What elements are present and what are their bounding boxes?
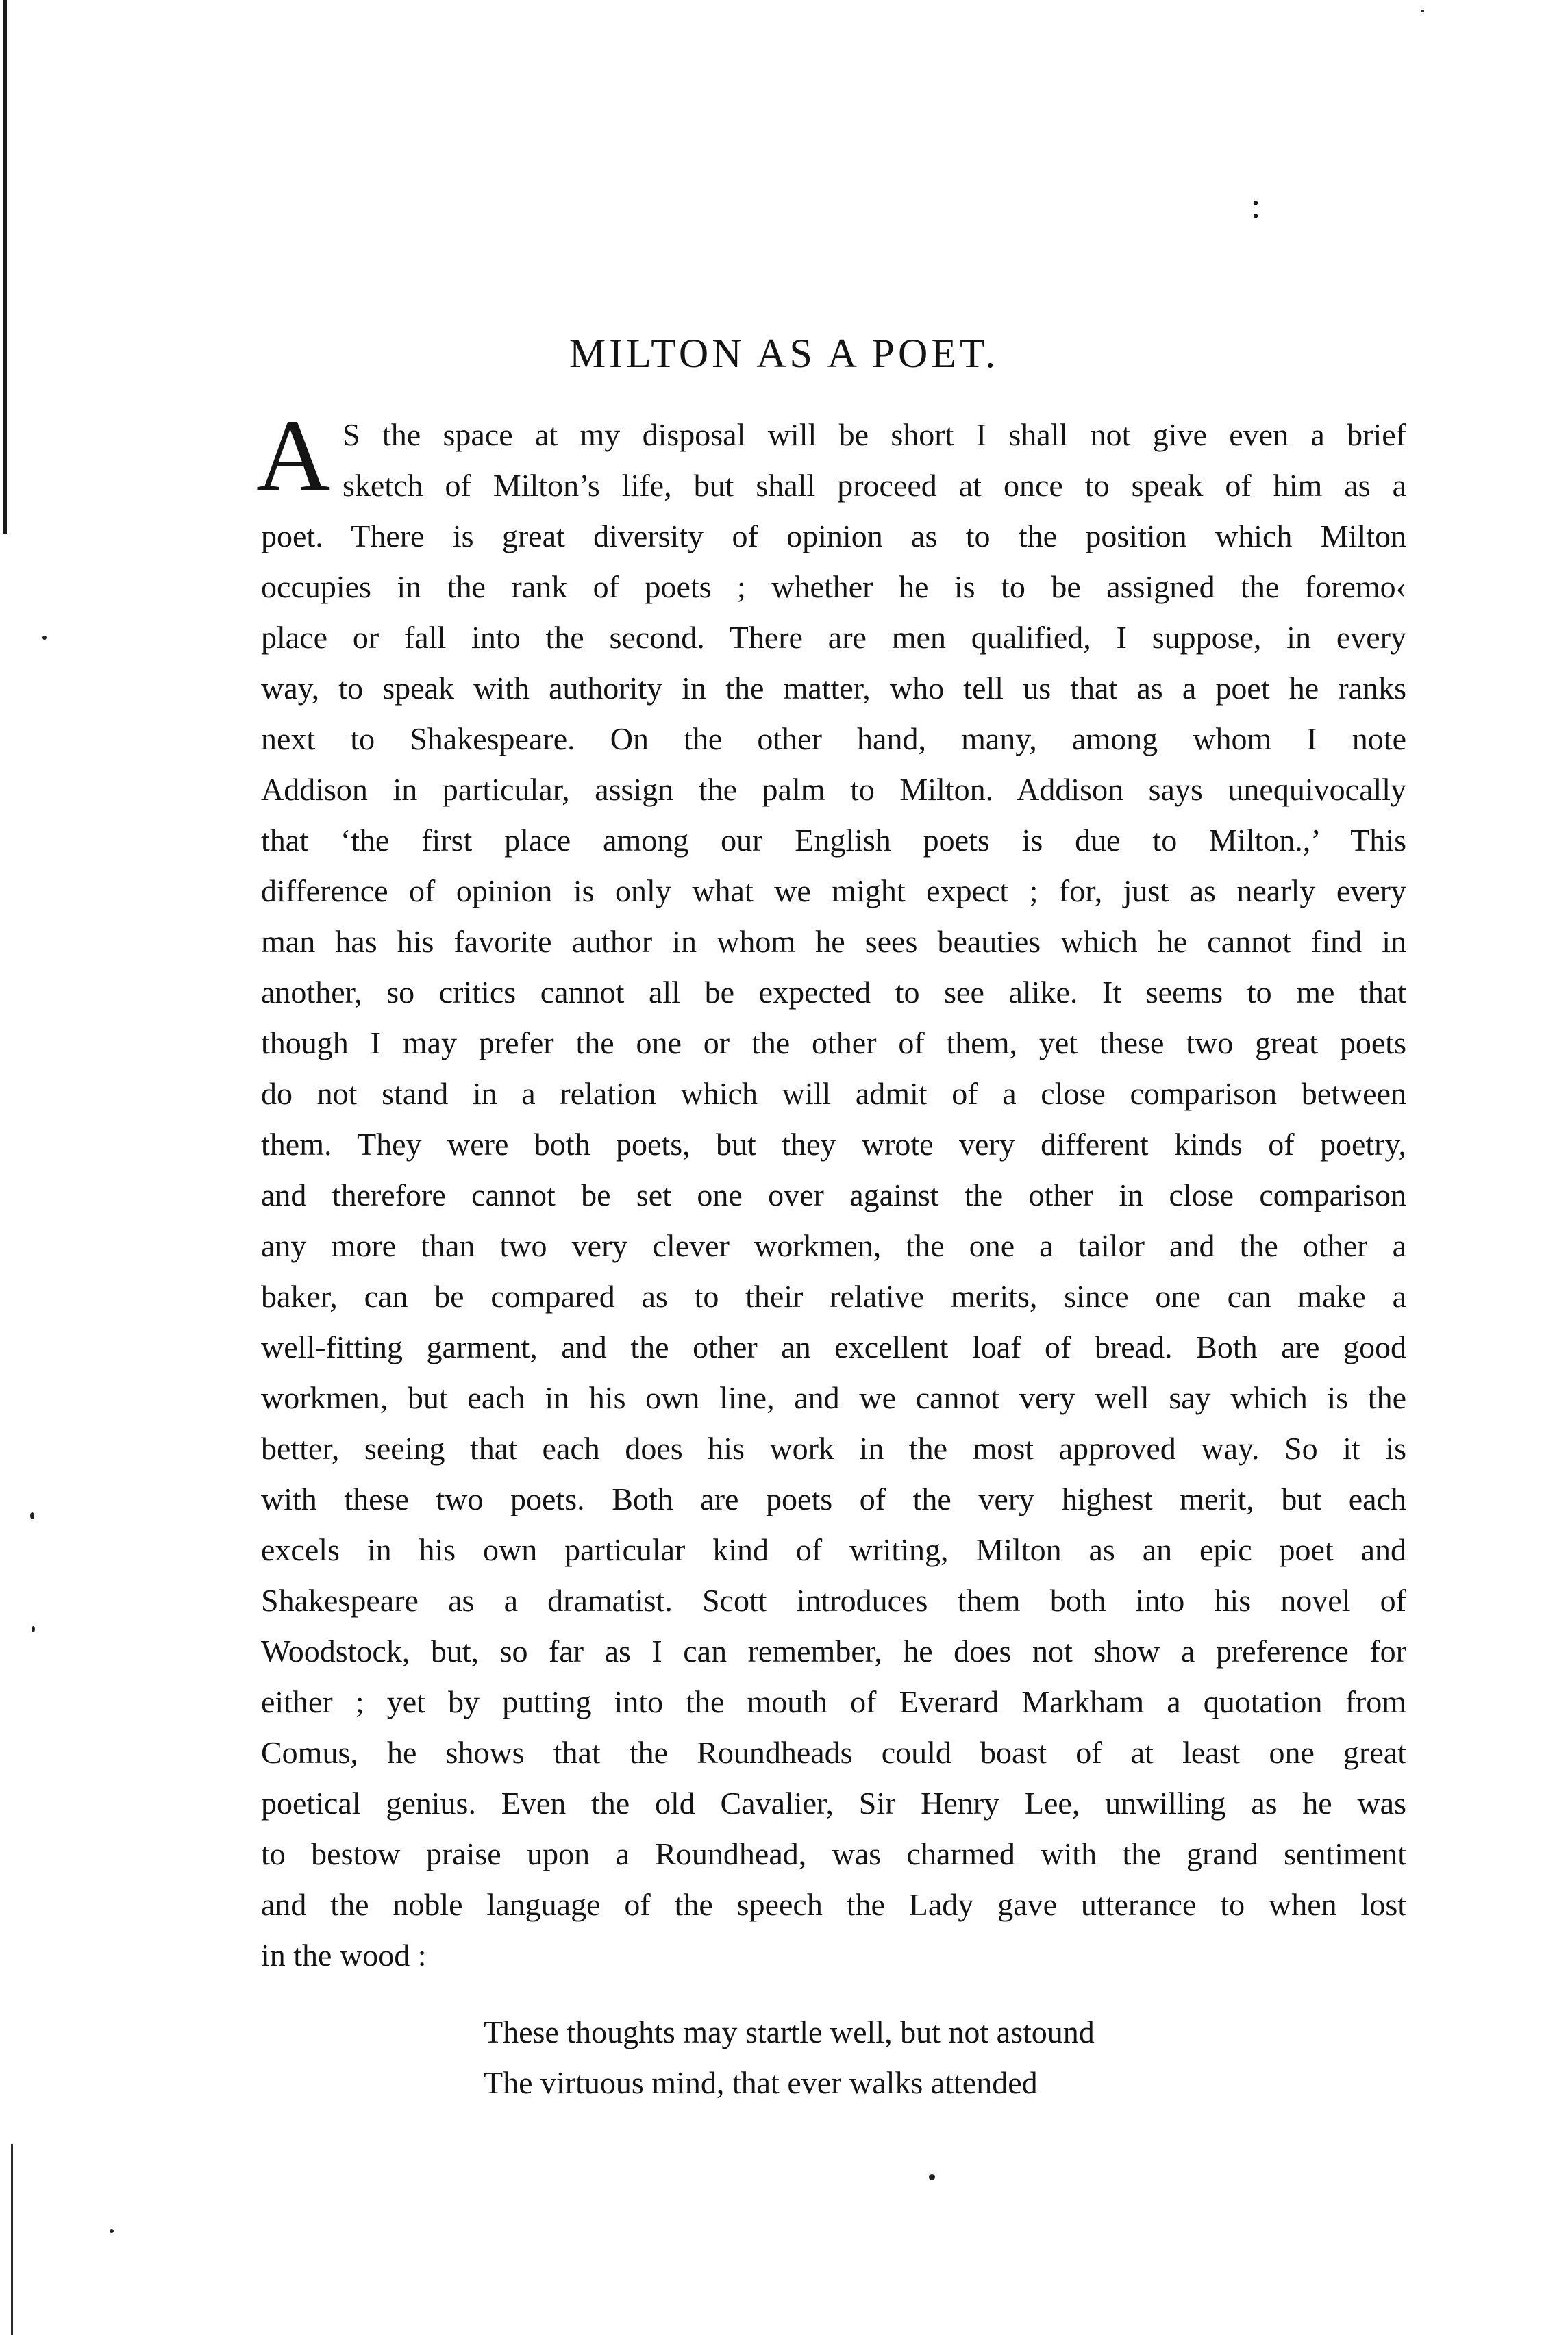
text-line: poet. There is great diversity of opinion as to the position which Milton [261,519,1406,553]
text-line: sketch of Milton’s life, but shall proceed at once to speak of him as a [343,468,1406,503]
text-line: Woodstock, but, so far as I can remember, he does not show a preference for [261,1634,1406,1669]
scan-speck [42,636,47,640]
text-line: and the noble language of the speech the Lady gave utterance to when lost [261,1887,1406,1922]
text-line: well-fitting garment, and the other an excellent loaf of bread. Both are good [261,1329,1406,1364]
scan-speck [929,2174,935,2180]
text-line: another, so critics cannot all be expected to see alike. It seems to me that [261,975,1406,1010]
text-line: occupies in the rank of poets ; whether he is to be assigned the foremo‹ [261,569,1406,604]
text-line: next to Shakespeare. On the other hand, many, among whom I note [261,721,1406,756]
verse-line: The virtuous mind, that ever walks attended [484,2065,1038,2100]
text-line: Shakespeare as a dramatist. Scott introduces them both into his novel of [261,1583,1406,1618]
text-line: with these two poets. Both are poets of the very highest merit, but each [261,1482,1406,1516]
text-line: way, to speak with authority in the matter, who tell us that as a poet he ranks [261,671,1406,706]
body-paragraph [261,410,1406,1981]
text-line: better, seeing that each does his work in the most approved way. So it is [261,1431,1406,1466]
text-line: them. They were both poets, but they wrote very different kinds of poetry, [261,1127,1406,1162]
text-line: Comus, he shows that the Roundheads could boast of at least one great [261,1735,1406,1770]
text-line: either ; yet by putting into the mouth of Everard Markham a quotation from [261,1684,1406,1719]
verse-quotation [484,2007,1095,2108]
corner-mark: : [1251,187,1261,226]
text-line: that ‘the first place among our English poets is due to Milton.,’ This [261,823,1406,858]
scan-speck [1421,10,1424,12]
text-line: poetical genius. Even the old Cavalier, Sir Henry Lee, unwilling as he was [261,1786,1406,1821]
text-line: excels in his own particular kind of writing, Milton as an epic poet and [261,1532,1406,1567]
text-line: man has his favorite author in whom he sees beauties which he cannot find in [261,924,1406,959]
text-line: place or fall into the second. There are men qualified, I suppose, in every [261,620,1406,655]
verse-line: These thoughts may startle well, but not astound [484,2014,1095,2049]
scan-speck [32,1626,35,1632]
text-line: workmen, but each in his own line, and we cannot very well say which is the [261,1380,1406,1415]
scan-speck [30,1512,34,1519]
text-line: do not stand in a relation which will admit of a close comparison between [261,1076,1406,1111]
text-line: Addison in particular, assign the palm to Milton. Addison says unequivocally [261,772,1406,807]
page-title: MILTON AS A POET. [569,331,999,376]
text-line: to bestow praise upon a Roundhead, was charmed with the grand sentiment [261,1836,1406,1871]
text-line: baker, can be compared as to their relative merits, since one can make a [261,1279,1406,1314]
drop-cap: A [256,399,331,512]
scan-speck [110,2229,114,2233]
text-line: any more than two very clever workmen, the one a tailor and the other a [261,1228,1406,1263]
text-line: difference of opinion is only what we might expect ; for, just as nearly every [261,873,1406,908]
binding-edge-line-lower [11,2144,13,2335]
text-line: and therefore cannot be set one over against the other in close comparison [261,1177,1406,1212]
text-line: S the space at my disposal will be short I shall not give even a brief [343,417,1406,452]
text-line: though I may prefer the one or the other of them, yet these two great poets [261,1025,1406,1060]
binding-edge-line [3,0,7,534]
text-line: in the wood : [261,1938,427,1973]
